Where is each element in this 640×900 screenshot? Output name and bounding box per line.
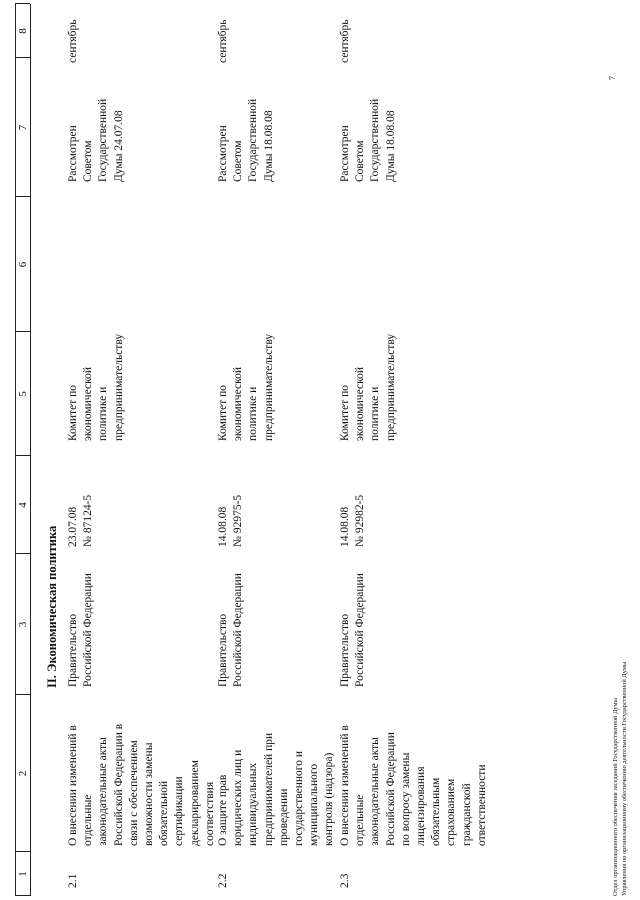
column-number-4: 4 (17, 502, 29, 508)
section-title: II. Экономическая политика (45, 525, 59, 688)
row-2-3-status: Рассмотрен Советом Государственной Думы 18.08.08 (339, 98, 397, 182)
row-2-2-author: Правительство Российской Федерации (217, 573, 245, 687)
column-number-2: 2 (17, 770, 29, 777)
row-2-3-month: сентябрь (339, 19, 351, 63)
row-2-3-committee: Комитет по экономической политике и предпринимательству (339, 333, 397, 441)
row-2-1-number: 2.1 (67, 873, 79, 888)
column-number-1: 1 (17, 871, 29, 877)
row-2-2-number: 2.2 (217, 873, 229, 888)
row-2-3-number: 2.3 (339, 873, 351, 888)
footer-line-1: Отдел организационного обеспечения заседаний Государственной Думы (612, 698, 619, 896)
footer-line-2: Управления по организационному обеспечению деятельности Государственной Думы (621, 661, 628, 896)
row-2-3-author: Правительство Российской Федерации (339, 573, 367, 687)
row-2-1-author: Правительство Российской Федерации (67, 573, 95, 687)
column-number-5: 5 (17, 391, 29, 397)
row-2-2-date-number: 14.08.08 № 92975-5 (217, 494, 245, 547)
row-2-2-month: сентябрь (217, 19, 229, 63)
row-2-2-title: О защите прав юридических лиц и индивидуальных предпринимателей при проведении государственного и муниципального контроля (надзора) (217, 732, 336, 846)
column-number-3: 3 (17, 621, 29, 628)
row-2-2-status: Рассмотрен Советом Государственной Думы 18.08.08 (217, 98, 275, 182)
column-number-7: 7 (17, 124, 29, 131)
row-2-1-status: Рассмотрен Советом Государственной Думы 24.07.08 (67, 98, 125, 182)
row-2-1-month: сентябрь (67, 19, 79, 63)
row-2-2-committee: Комитет по экономической политике и предпринимательству (217, 333, 275, 441)
column-number-8: 8 (17, 28, 29, 34)
header-bottom-border (30, 4, 31, 896)
column-number-6: 6 (17, 261, 29, 268)
row-2-1-committee: Комитет по экономической политике и предпринимательству (67, 333, 125, 441)
page-number: 7 (608, 76, 617, 80)
row-2-3-title: О внесении изменений в отдельные законодательные акты Российской Федерации по вопросу замены лицензирования обязательным страхованием гражданской ответственности (339, 725, 488, 846)
row-2-1-title: О внесении изменений в отдельные законодательные акты Российской Федерации в связи с обеспечением возможности замены обязательной сертификации декларированием соответствия (67, 723, 216, 846)
row-2-3-date-number: 14.08.08 № 92982-5 (339, 494, 367, 547)
row-2-1-date-number: 23.07.08 № 87124-5 (67, 494, 95, 547)
